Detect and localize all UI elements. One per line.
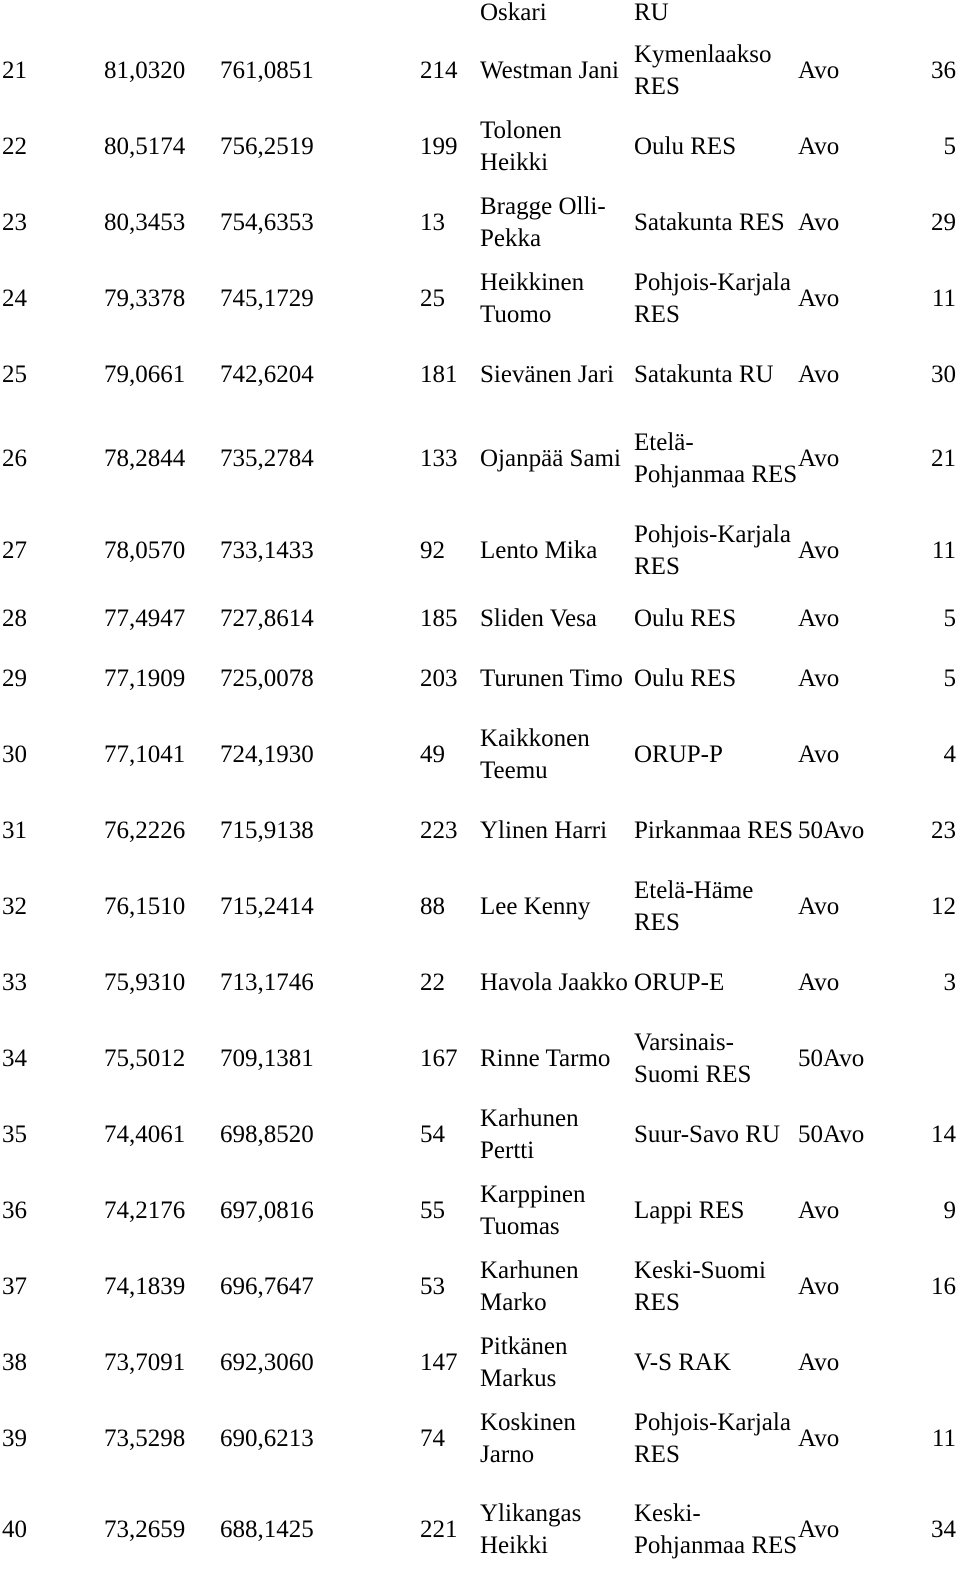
points-cell: 77,1909 <box>104 665 186 692</box>
score-cell: 698,8520 <box>220 1121 314 1148</box>
table-row <box>0 261 960 337</box>
club-cell: V-S RAK <box>634 1349 732 1376</box>
class-cell: Avo <box>798 1349 840 1376</box>
class-cell: Avo <box>798 1425 840 1452</box>
competitor-number-cell: 223 <box>420 817 458 844</box>
club-cell: Satakunta RU <box>634 361 774 388</box>
score-cell: 690,6213 <box>220 1425 314 1452</box>
class-cell: 50Avo <box>798 1121 865 1148</box>
competitor-name-cell: Kaikkonen Teemu <box>480 725 590 784</box>
competitor-number-cell: 221 <box>420 1516 458 1543</box>
score-cell: 692,3060 <box>220 1349 314 1376</box>
club-cell: Suur-Savo RU <box>634 1121 781 1148</box>
rank-cell: 40 <box>2 1516 27 1543</box>
club-cell: Oulu RES <box>634 605 737 632</box>
competitor-name-cell: Pitkänen Markus <box>480 1333 568 1392</box>
rank-cell: 24 <box>2 285 27 312</box>
competitor-name-cell: Turunen Timo <box>480 665 623 692</box>
table-row <box>0 109 960 185</box>
club-cell: Pirkanmaa RES <box>634 817 794 844</box>
value-cell: 23 <box>931 817 956 844</box>
competitor-name-cell: Westman Jani <box>480 57 619 84</box>
table-row <box>0 505 960 597</box>
class-cell: 50Avo <box>798 1045 865 1072</box>
points-cell: 74,2176 <box>104 1197 186 1224</box>
results-table <box>0 33 960 1583</box>
points-cell: 78,2844 <box>104 445 186 472</box>
club-cell: Pohjois-Karjala RES <box>634 521 791 580</box>
competitor-number-cell: 22 <box>420 969 445 996</box>
points-cell: 80,5174 <box>104 133 186 160</box>
table-row <box>0 33 960 109</box>
rank-cell: 29 <box>2 665 27 692</box>
score-cell: 715,2414 <box>220 893 314 920</box>
points-cell: 76,1510 <box>104 893 186 920</box>
continued-row <box>0 0 960 29</box>
competitor-number-cell: 88 <box>420 893 445 920</box>
club-cell: Lappi RES <box>634 1197 745 1224</box>
rank-cell: 38 <box>2 1349 27 1376</box>
score-cell: 727,8614 <box>220 605 314 632</box>
rank-cell: 25 <box>2 361 27 388</box>
score-cell: 754,6353 <box>220 209 314 236</box>
value-cell: 11 <box>931 285 956 312</box>
table-row <box>0 337 960 413</box>
score-cell: 696,7647 <box>220 1273 314 1300</box>
competitor-number-cell: 53 <box>420 1273 445 1300</box>
rank-cell: 30 <box>2 741 27 768</box>
class-cell: Avo <box>798 665 840 692</box>
class-cell: Avo <box>798 605 840 632</box>
results-body <box>0 33 960 1583</box>
competitor-name-cell: Koskinen Jarno <box>480 1409 576 1468</box>
points-cell: 74,4061 <box>104 1121 186 1148</box>
class-cell: Avo <box>798 1197 840 1224</box>
rank-cell: 21 <box>2 57 27 84</box>
competitor-name-cell: Sievänen Jari <box>480 361 614 388</box>
points-cell: 79,0661 <box>104 361 186 388</box>
competitor-number-cell: 133 <box>420 445 458 472</box>
competitor-name-cell: Karhunen Pertti <box>480 1105 579 1164</box>
competitor-name-cell: Bragge Olli-Pekka <box>480 193 606 252</box>
class-cell: 50Avo <box>798 817 865 844</box>
continued-name: Oskari <box>480 0 547 26</box>
class-cell: Avo <box>798 1516 840 1543</box>
club-cell: Satakunta RES <box>634 209 785 236</box>
score-cell: 688,1425 <box>220 1516 314 1543</box>
competitor-name-cell: Sliden Vesa <box>480 605 597 632</box>
points-cell: 79,3378 <box>104 285 186 312</box>
competitor-number-cell: 92 <box>420 537 445 564</box>
value-cell: 4 <box>943 741 956 768</box>
value-cell: 11 <box>931 1425 956 1452</box>
table-row <box>0 945 960 1021</box>
competitor-name-cell: Ylinen Harri <box>480 817 608 844</box>
points-cell: 73,5298 <box>104 1425 186 1452</box>
table-row <box>0 1097 960 1173</box>
table-row <box>0 1477 960 1583</box>
value-cell: 5 <box>943 665 956 692</box>
class-cell: Avo <box>798 969 840 996</box>
value-cell: 30 <box>931 361 956 388</box>
value-cell: 29 <box>931 209 956 236</box>
club-cell: ORUP-P <box>634 741 723 768</box>
value-cell: 9 <box>943 1197 956 1224</box>
score-cell: 742,6204 <box>220 361 314 388</box>
competitor-number-cell: 49 <box>420 741 445 768</box>
points-cell: 74,1839 <box>104 1273 186 1300</box>
value-cell <box>914 1021 960 1097</box>
value-cell <box>914 1325 960 1401</box>
points-cell: 73,7091 <box>104 1349 186 1376</box>
club-cell: ORUP-E <box>634 969 725 996</box>
class-cell: Avo <box>798 445 840 472</box>
value-cell: 5 <box>943 605 956 632</box>
competitor-name-cell: Heikkinen Tuomo <box>480 269 585 328</box>
club-cell: Etelä-Pohjanmaa RES <box>634 429 798 488</box>
competitor-number-cell: 54 <box>420 1121 445 1148</box>
competitor-number-cell: 181 <box>420 361 458 388</box>
table-row <box>0 1325 960 1401</box>
competitor-name-cell: Havola Jaakko <box>480 969 628 996</box>
points-cell: 77,4947 <box>104 605 186 632</box>
value-cell: 14 <box>931 1121 956 1148</box>
points-cell: 78,0570 <box>104 537 186 564</box>
competitor-number-cell: 74 <box>420 1425 445 1452</box>
competitor-name-cell: Rinne Tarmo <box>480 1045 611 1072</box>
class-cell: Avo <box>798 57 840 84</box>
table-row <box>0 597 960 641</box>
class-cell: Avo <box>798 537 840 564</box>
points-cell: 81,0320 <box>104 57 186 84</box>
class-cell: Avo <box>798 741 840 768</box>
club-cell: Oulu RES <box>634 665 737 692</box>
competitor-number-cell: 25 <box>420 285 445 312</box>
competitor-name-cell: Lee Kenny <box>480 893 591 920</box>
table-row <box>0 717 960 793</box>
table-row <box>0 1401 960 1477</box>
score-cell: 756,2519 <box>220 133 314 160</box>
competitor-number-cell: 13 <box>420 209 445 236</box>
rank-cell: 39 <box>2 1425 27 1452</box>
club-cell: Pohjois-Karjala RES <box>634 269 791 328</box>
table-row <box>0 869 960 945</box>
competitor-name-cell: Ylikangas Heikki <box>480 1500 582 1559</box>
value-cell: 36 <box>931 57 956 84</box>
continued-club: RU <box>634 0 669 26</box>
value-cell: 12 <box>931 893 956 920</box>
table-row <box>0 641 960 717</box>
value-cell: 5 <box>943 133 956 160</box>
rank-cell: 22 <box>2 133 27 160</box>
competitor-number-cell: 167 <box>420 1045 458 1072</box>
value-cell: 21 <box>931 445 956 472</box>
score-cell: 715,9138 <box>220 817 314 844</box>
competitor-number-cell: 55 <box>420 1197 445 1224</box>
rank-cell: 32 <box>2 893 27 920</box>
competitor-name-cell: Karppinen Tuomas <box>480 1181 586 1240</box>
class-cell: Avo <box>798 133 840 160</box>
table-row <box>0 413 960 505</box>
value-cell: 16 <box>931 1273 956 1300</box>
score-cell: 735,2784 <box>220 445 314 472</box>
class-cell: Avo <box>798 1273 840 1300</box>
rank-cell: 31 <box>2 817 27 844</box>
club-cell: Keski-Pohjanmaa RES <box>634 1500 798 1559</box>
score-cell: 761,0851 <box>220 57 314 84</box>
score-cell: 697,0816 <box>220 1197 314 1224</box>
table-row <box>0 1173 960 1249</box>
competitor-number-cell: 185 <box>420 605 458 632</box>
rank-cell: 34 <box>2 1045 27 1072</box>
score-cell: 724,1930 <box>220 741 314 768</box>
competitor-name-cell: Lento Mika <box>480 537 598 564</box>
value-cell: 11 <box>931 537 956 564</box>
competitor-name-cell: Tolonen Heikki <box>480 117 562 176</box>
table-row <box>0 185 960 261</box>
score-cell: 713,1746 <box>220 969 314 996</box>
class-cell: Avo <box>798 285 840 312</box>
table-row <box>0 1249 960 1325</box>
table-row <box>0 1021 960 1097</box>
competitor-number-cell: 147 <box>420 1349 458 1376</box>
class-cell: Avo <box>798 893 840 920</box>
rank-cell: 36 <box>2 1197 27 1224</box>
points-cell: 73,2659 <box>104 1516 186 1543</box>
points-cell: 80,3453 <box>104 209 186 236</box>
score-cell: 725,0078 <box>220 665 314 692</box>
rank-cell: 23 <box>2 209 27 236</box>
club-cell: Keski-Suomi RES <box>634 1257 766 1316</box>
table-row <box>0 793 960 869</box>
competitor-number-cell: 203 <box>420 665 458 692</box>
score-cell: 709,1381 <box>220 1045 314 1072</box>
points-cell: 76,2226 <box>104 817 186 844</box>
score-cell: 745,1729 <box>220 285 314 312</box>
value-cell: 3 <box>943 969 956 996</box>
rank-cell: 33 <box>2 969 27 996</box>
rank-cell: 26 <box>2 445 27 472</box>
rank-cell: 27 <box>2 537 27 564</box>
rank-cell: 28 <box>2 605 27 632</box>
score-cell: 733,1433 <box>220 537 314 564</box>
competitor-number-cell: 214 <box>420 57 458 84</box>
points-cell: 75,9310 <box>104 969 186 996</box>
club-cell: Varsinais-Suomi RES <box>634 1029 752 1088</box>
rank-cell: 37 <box>2 1273 27 1300</box>
competitor-number-cell: 199 <box>420 133 458 160</box>
club-cell: Pohjois-Karjala RES <box>634 1409 791 1468</box>
class-cell: Avo <box>798 361 840 388</box>
points-cell: 75,5012 <box>104 1045 186 1072</box>
points-cell: 77,1041 <box>104 741 186 768</box>
rank-cell: 35 <box>2 1121 27 1148</box>
value-cell: 34 <box>931 1516 956 1543</box>
class-cell: Avo <box>798 209 840 236</box>
club-cell: Kymenlaakso RES <box>634 41 772 100</box>
competitor-name-cell: Karhunen Marko <box>480 1257 579 1316</box>
club-cell: Etelä-Häme RES <box>634 877 754 936</box>
club-cell: Oulu RES <box>634 133 737 160</box>
competitor-name-cell: Ojanpää Sami <box>480 445 621 472</box>
